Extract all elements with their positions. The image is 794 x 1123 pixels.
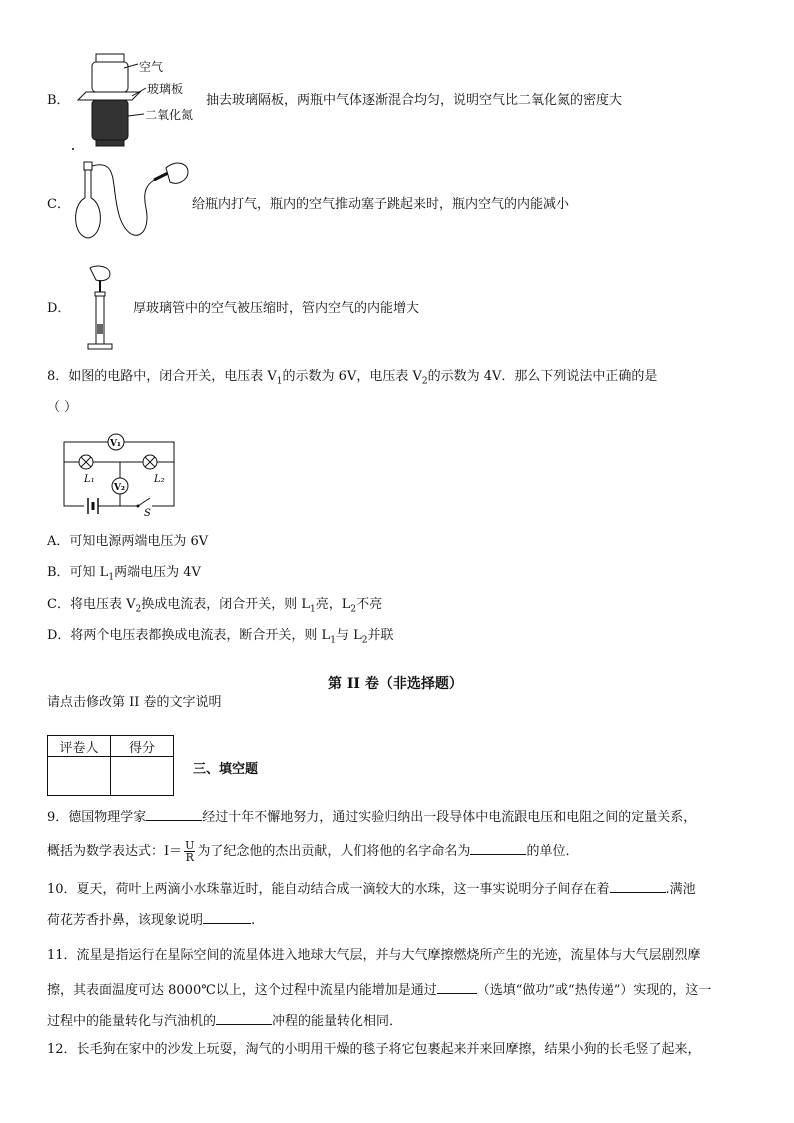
section-fill-in: 三、填空题 xyxy=(193,762,259,777)
option-d-text: 厚玻璃管中的空气被压缩时，管内空气的内能增大 xyxy=(133,301,420,316)
q10-line-2: 荷花芳香扑鼻，该现象说明 . xyxy=(47,909,255,930)
flask-pump-figure xyxy=(70,158,190,248)
q9-line-2: 概括为数学表达式：I＝ $\frac{U}{R}$ 为了纪念他的杰出贡献，人们将他的名字命名为 的单位． xyxy=(47,839,579,864)
part2-title: 第 II 卷（非选择题） xyxy=(328,676,463,692)
gas-diffusion-figure xyxy=(70,48,205,158)
option-b-text: 抽去玻璃隔板，两瓶中气体逐渐混合均匀，说明空气比二氧化氮的密度大 xyxy=(206,93,623,108)
q10-line-1: 10．夏天，荷叶上两滴小水珠靠近时，能自动结合成一滴较大的水珠，这一事实说明分子间存在着 .满池 xyxy=(47,878,696,899)
label-no2: 二氧化氮 xyxy=(145,108,194,122)
q11-line-1: 11．流星是指运行在星际空间的流星体进入地球大气层，并与大气摩擦燃烧所产生的光迹，流星体与大气层剧烈摩 xyxy=(47,948,701,963)
s-label: S xyxy=(144,508,151,516)
q11-line-3: 过程中的能量转化与汽油机的 冲程的能量转化相同． xyxy=(47,1010,402,1031)
q10-blank-1[interactable] xyxy=(610,878,666,893)
v1-label: V₁ xyxy=(110,439,121,449)
q8-answer-paren: （ ） xyxy=(47,400,78,415)
q8-option-d: D．将两个电压表都换成电流表，断合开关，则 $L_1$与 $L_2$并联 xyxy=(47,628,394,646)
score-table-header-score: 得分 xyxy=(111,736,174,757)
q8-option-c: C．将电压表 $V_2$换成电流表，闭合开关，则 $L_1$亮，$L_2$不亮 xyxy=(47,597,383,615)
q11-line-2: 擦，其表面温度可达 8000℃以上，这个过程中流星内能增加是通过 （选填“做功”或“热传递”）实现的，这一 xyxy=(47,979,711,1000)
q11-blank-1[interactable] xyxy=(437,979,477,994)
l2-label: L₂ xyxy=(154,474,165,485)
v2-label: V₂ xyxy=(114,483,125,493)
label-glass-plate: 玻璃板 xyxy=(147,82,184,96)
q9-blank-1[interactable] xyxy=(146,806,202,821)
q12-line-1: 12．长毛狗在家中的沙发上玩耍，淘气的小明用干燥的毯子将它包裹起来并来回摩擦，结果小狗的长毛竖了起来， xyxy=(47,1042,701,1057)
option-d-letter: D． xyxy=(47,301,71,316)
circuit-diagram xyxy=(58,432,186,516)
score-table-header-grader: 评卷人 xyxy=(48,736,111,757)
q9-blank-2[interactable] xyxy=(470,840,526,855)
q9-line-1: 9．德国物理学家 经过十年不懈地努力，通过实验归纳出一段导体中电流跟电压和电阻之间的定量关系， xyxy=(47,806,696,827)
q8-option-b: B．可知 $L_1$两端电压为 4V xyxy=(47,565,201,583)
option-c-letter: C． xyxy=(47,197,70,212)
score-table xyxy=(47,735,174,796)
q8-option-a: A．可知电源两端电压为 6V xyxy=(47,534,209,549)
score-table-cell-grader xyxy=(48,757,111,796)
score-table-cell-score xyxy=(111,757,174,796)
option-c-text: 给瓶内打气，瓶内的空气推动塞子跳起来时，瓶内空气的内能减小 xyxy=(192,197,570,212)
part2-note[interactable]: 请点击修改第 II 卷的文字说明 xyxy=(47,695,222,710)
q10-blank-2[interactable] xyxy=(203,909,251,924)
compression-tube-figure xyxy=(84,264,124,354)
q11-blank-2[interactable] xyxy=(216,1010,272,1025)
ohm-law-fraction: $\frac{U}{R}$ xyxy=(185,839,195,864)
l1-label: L₁ xyxy=(84,474,95,485)
label-air: 空气 xyxy=(139,60,164,74)
q8-stem: 8．如图的电路中，闭合开关，电压表 $V_1$的示数为 6V，电压表 $V_2$的示数为 4V．那么下列说法中正确的是 xyxy=(47,369,658,387)
option-b-letter: B． xyxy=(47,93,70,108)
